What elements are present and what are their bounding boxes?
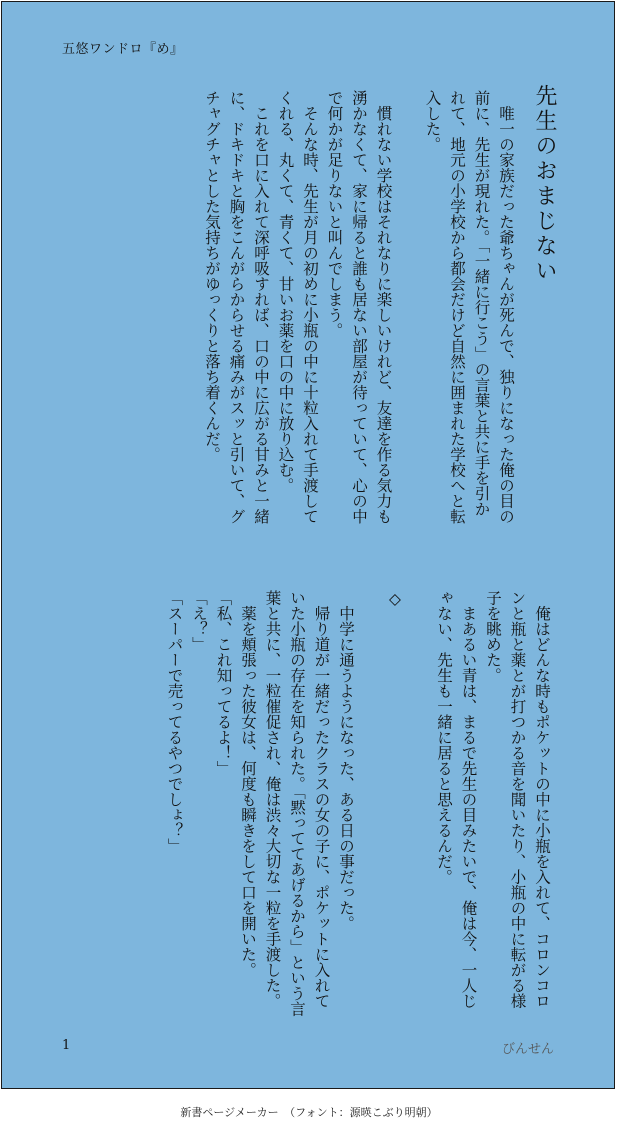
generator-credit: 新書ページメーカー （フォント：源暎こぶり明朝） <box>180 1106 438 1119</box>
body-text-upper: 唯一の家族だった爺ちゃんが死んで、独りになった俺の目の前に、先生が現れた。「一緒に行こう」の言葉と共に手を引かれて、地元の小学校から都会だけど自然に囲まれた学校へと転入した。 慣れない学校はそれなりに楽しいけれど、友達を作る気力も湧かなくて、家に帰ると誰も居ない部屋が待っていて、心の中で何かが足りないと叫んでしまう。 そんな時、先生が月の初めに小瓶の中に十粒入れて手渡してくれる、丸くて、青くて、甘いお薬を口の中に放り込む。 これを口に入れて深呼吸すれば、口の中に広がる甘みと一緒に、ドキドキと胸をこんがらからせる痛みがスッと引いて、グチャグチャとした気持ちがゆっくりと落ち着くんだ。 <box>203 90 515 524</box>
story-title: 先生のおまじない <box>532 84 557 284</box>
page-number: 1 <box>62 1038 71 1053</box>
series-header: 五悠ワンドロ『め』 <box>62 42 184 57</box>
body-text-lower: 俺はどんな時もポケットの中に小瓶を入れて、コロンコロンと瓶と薬とが打つかる音を聞いたり、小瓶の中に転がる様子を眺めた。 まあるい青は、まるで先生の目みたいで、俺は今、一人じゃない、先生も一緒に居ると思えるんだ。 ◇ 中学に通うようになった、ある日の事だった。 帰り道が一緒だったクラスの女の子に、ポケットに入れていた小瓶の存在を知られた。「黙っててあげるから」という言葉と共に、一粒催促され、俺は渋々大切な一粒を手渡した。 薬を頬張った彼女は、何度も瞬きをして口を開いた。 「私、これ知ってるよ！」 「え？」 「スーパーで売ってるやつでしょ？」 <box>165 590 551 1017</box>
author-name: びんせん <box>501 1042 554 1057</box>
book-page <box>1 1 615 1089</box>
